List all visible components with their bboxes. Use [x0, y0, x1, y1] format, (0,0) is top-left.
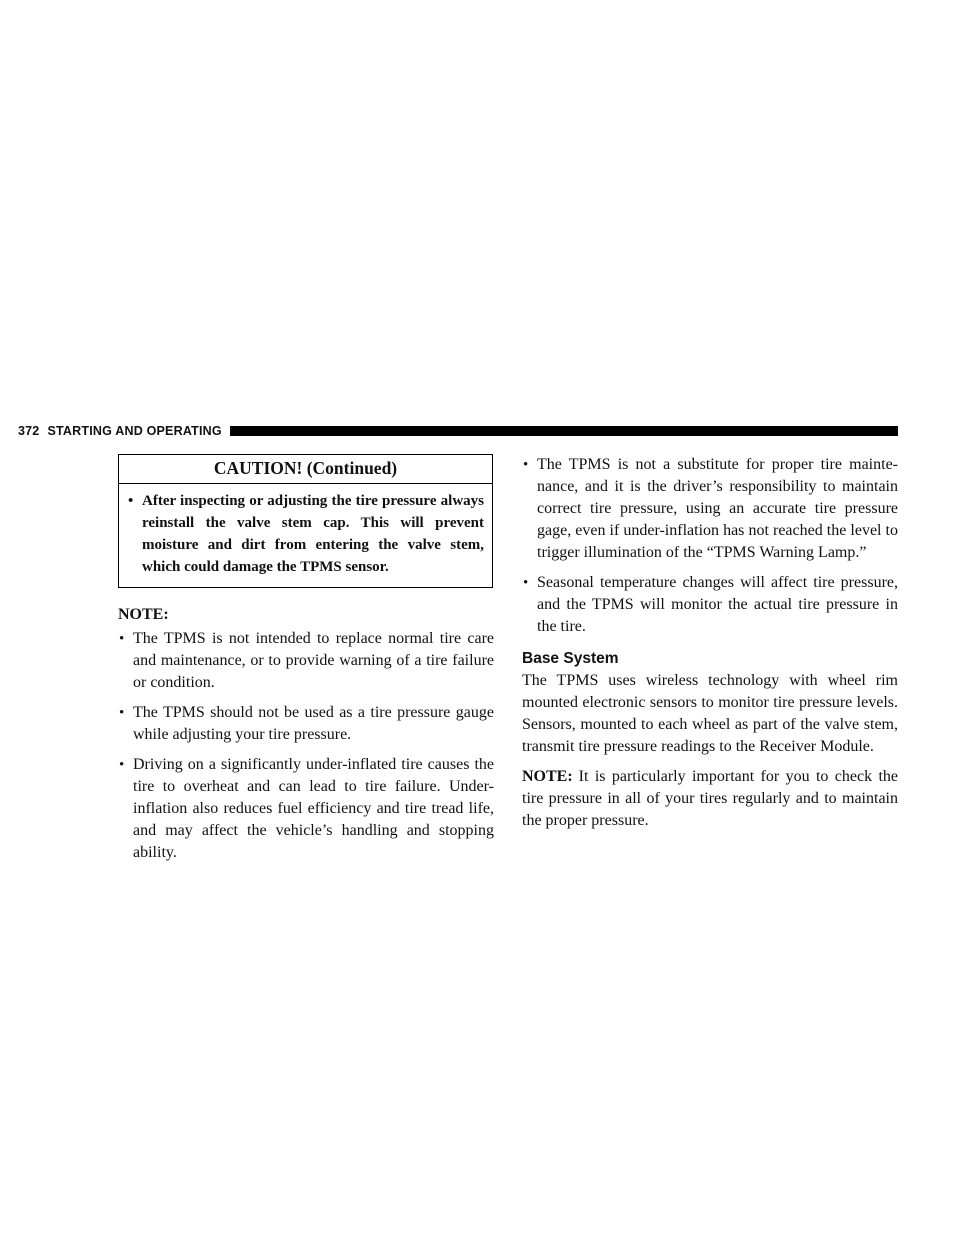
bullet-marker: • [523, 457, 529, 473]
base-system-note [522, 766, 898, 832]
caution-body [119, 484, 492, 587]
note-bullet-text: Seasonal temperature changes will affect tire pressure, and the TPMS will monitor the actual tire pressure in the tire. [537, 574, 898, 635]
note-bullet [118, 702, 494, 746]
note-bullet-text: Driving on a significantly under-inflated tire causes the tire to overheat and can lead to tire failure. Under-inflation also reduces fuel efficiency and tire tread life, and may affect the vehicle’s handling and stopping ability. [133, 756, 494, 861]
note-bullet [522, 454, 898, 564]
note-bullet-text: The TPMS is not intended to replace normal tire care and maintenance, or to provide warning of a tire failure or condition. [133, 630, 494, 691]
caution-box [118, 454, 493, 588]
page-number: 372 [18, 424, 40, 438]
inline-note-text: It is particularly important for you to check the tire pressure in all of your tires regularly and to maintain the proper pressure. [522, 768, 898, 829]
right-column [522, 454, 898, 832]
left-column [118, 454, 494, 864]
note-label: NOTE: [118, 606, 169, 623]
inline-note-label: NOTE: [522, 768, 573, 785]
bullet-marker: • [119, 757, 125, 773]
section-title: STARTING AND OPERATING [47, 424, 222, 438]
caution-title: CAUTION! (Continued) [119, 455, 492, 484]
note-bullet [118, 754, 494, 864]
header-rule [230, 426, 898, 436]
page-header [18, 421, 898, 441]
caution-bullet [127, 490, 484, 578]
base-system-heading: Base System [522, 650, 619, 667]
bullet-marker: • [128, 493, 134, 509]
bullet-marker: • [523, 575, 529, 591]
base-system-paragraph: The TPMS uses wireless technology with wheel rim mounted electronic sensors to monitor tire pressure levels. Sensors, mounted to each wheel as part of the valve stem, transmit tire pressure readings to the Receiver Module. [522, 672, 898, 755]
note-bullet [522, 572, 898, 638]
bullet-marker: • [119, 705, 125, 721]
note-bullet-text: The TPMS is not a substitute for proper tire maintenance, and it is the driver’s responsibility to maintain correct tire pressure, using an accurate tire pressure gage, even if under-inflation has not reached the level to trigger illumination of the “TPMS Warning Lamp.” [537, 456, 898, 561]
caution-bullet-text: After inspecting or adjusting the tire pressure always reinstall the valve stem cap. This will prevent moisture and dirt from entering the valve stem, which could damage the TPMS sensor. [142, 493, 484, 575]
bullet-marker: • [119, 631, 125, 647]
note-bullet [118, 628, 494, 694]
note-bullet-text: The TPMS should not be used as a tire pressure gauge while adjusting your tire pressure. [133, 704, 494, 743]
